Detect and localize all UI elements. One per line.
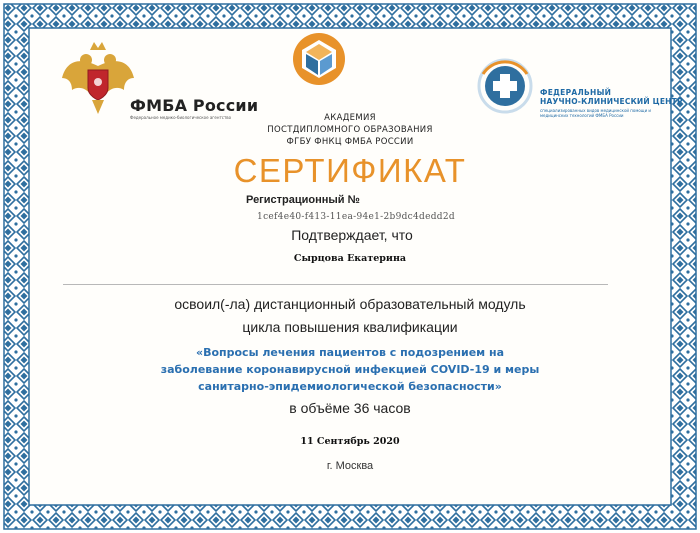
- divider-line: [63, 284, 608, 285]
- completed-line-1: освоил(-ла) дистанционный образовательный модуль: [174, 296, 526, 312]
- confirms-text: Подтверждает, что: [291, 227, 413, 243]
- issue-city: г. Москва: [326, 460, 374, 472]
- academy-name-line-1: АКАДЕМИЯ: [324, 113, 376, 123]
- left-org-subtitle: Федеральное медико-биологическое агентство: [130, 115, 232, 120]
- academy-name: [232, 112, 468, 148]
- right-org-line-2: НАУЧНО-КЛИНИЧЕСКИЙ ЦЕНТР: [540, 97, 683, 106]
- recipient-name: Сырцова Екатерина: [293, 253, 407, 264]
- registration-id: 1cef4e40-f413-11ea-94e1-2b9dc4dedd2d: [257, 212, 455, 222]
- course-hours: в объёме 36 часов: [289, 400, 411, 416]
- completed-line-2: цикла повышения квалификации: [242, 319, 458, 335]
- issue-date: 11 Сентябрь 2020: [300, 436, 400, 447]
- right-org-subtitle: специализированных видов медицинской помощи и медицинских технологий ФМБА России: [540, 108, 652, 118]
- course-title-line-3: санитарно-эпидемиологической безопасности»: [198, 380, 502, 393]
- academy-cube-logo-icon: [290, 30, 348, 88]
- registration-label: Регистрационный №: [246, 194, 360, 206]
- course-title-line-2: заболевание коронавирусной инфекцией COVID-19 и меры: [160, 363, 540, 376]
- left-org-name: ФМБА России: [130, 96, 259, 115]
- course-title: [150, 344, 550, 395]
- right-org-line-1: ФЕДЕРАЛЬНЫЙ: [540, 88, 612, 97]
- academy-name-line-3: ФГБУ ФНКЦ ФМБА РОССИИ: [286, 137, 414, 147]
- academy-name-line-2: ПОСТДИПЛОМНОГО ОБРАЗОВАНИЯ: [267, 125, 433, 135]
- course-title-line-1: «Вопросы лечения пациентов с подозрением на: [195, 346, 505, 359]
- certificate-title: СЕРТИФИКАТ: [233, 152, 467, 189]
